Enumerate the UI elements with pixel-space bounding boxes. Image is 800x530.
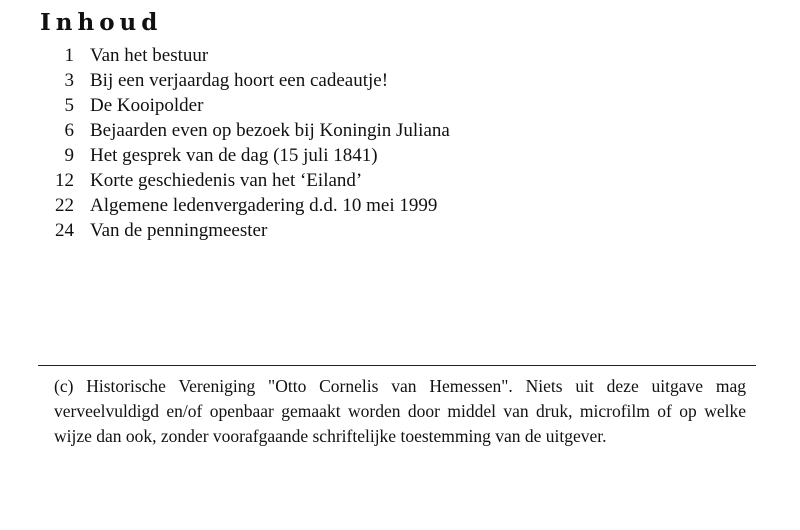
toc-entry-title: Korte geschiedenis van het ‘Eiland’ <box>90 170 363 191</box>
toc-entry-title: Van de penningmeester <box>90 220 268 241</box>
toc-entry <box>44 93 450 118</box>
toc-entry-title: Bij een verjaardag hoort een cadeautje! <box>90 70 389 91</box>
toc-entry <box>44 68 450 93</box>
toc-page-number: 3 <box>64 70 74 91</box>
toc-entry <box>44 218 450 243</box>
copyright-notice: (c) Historische Vereniging "Otto Cornelis van Hemessen". Niets uit deze uitgave mag verveelvuldigd en/of openbaar gemaakt worden door middel van druk, microfilm of op welke wijze dan ook, zonder voorafgaande schriftelijke toestemming van de uitgever. <box>54 376 746 446</box>
toc-page-number: 12 <box>55 170 74 191</box>
toc-entry-title: De Kooipolder <box>90 95 204 116</box>
toc-entry-title: Van het bestuur <box>90 45 209 66</box>
toc-entry-title: Algemene ledenvergadering d.d. 10 mei 1999 <box>90 195 438 216</box>
toc-entry <box>44 168 450 193</box>
divider <box>38 365 756 366</box>
toc-entry-title: Het gesprek van de dag (15 juli 1841) <box>90 145 378 166</box>
toc-page-number: 5 <box>64 95 74 116</box>
toc-page-number: 6 <box>64 120 74 141</box>
toc-page-number: 24 <box>55 220 74 241</box>
toc-entry-title: Bejaarden even op bezoek bij Koningin Juliana <box>90 120 450 141</box>
toc-page-number: 22 <box>55 195 74 216</box>
toc-page-number: 1 <box>64 45 74 66</box>
toc-page-number: 9 <box>64 145 74 166</box>
toc-entry <box>44 143 450 168</box>
toc-entry <box>44 43 450 68</box>
toc-entry <box>44 118 450 143</box>
page-title: Inhoud <box>40 9 163 36</box>
table-of-contents <box>44 43 450 243</box>
toc-entry <box>44 193 450 218</box>
